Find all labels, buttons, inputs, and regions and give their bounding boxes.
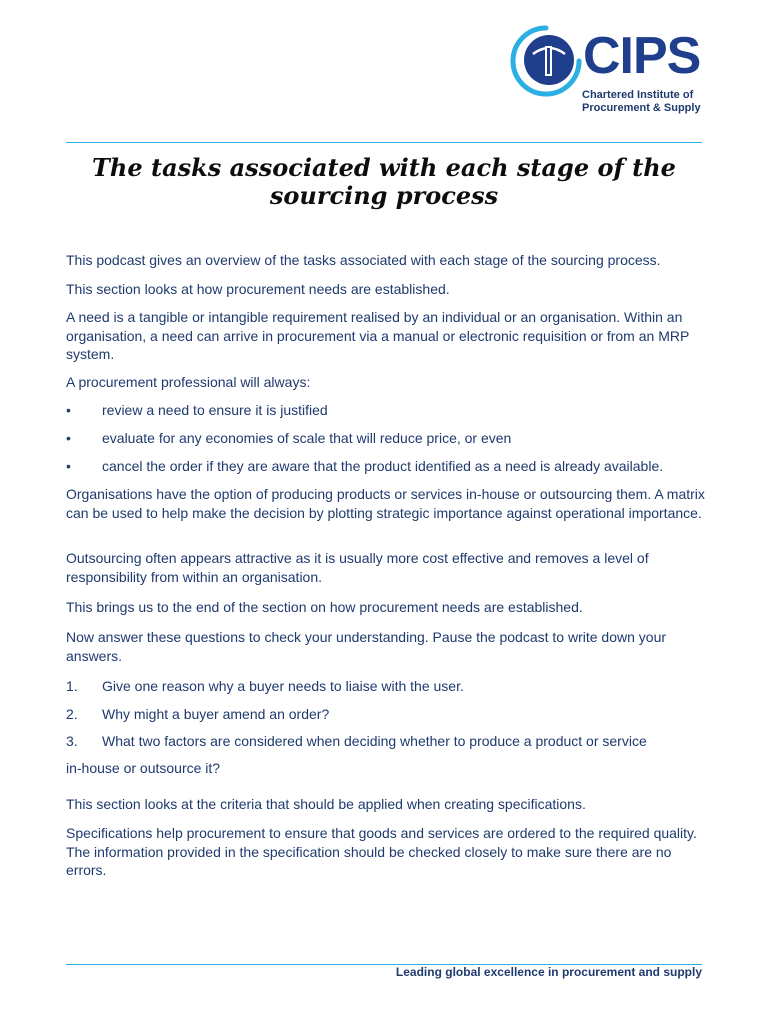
- question-text: Why might a buyer amend an order?: [102, 706, 330, 722]
- question-text: What two factors are considered when deciding whether to produce a product or service: [102, 733, 647, 749]
- logo-tagline-line-1: Chartered Institute of: [582, 89, 694, 101]
- question-3-continued: in-house or outsource it?: [66, 760, 221, 776]
- brand-name: CIPS: [583, 27, 701, 85]
- questions-intro-paragraph: Now answer these questions to check your understanding. Pause the podcast to write down your answers.: [66, 629, 667, 664]
- question-text: Give one reason why a buyer needs to liaise with the user.: [102, 678, 464, 694]
- specifications-paragraph: Specifications help procurement to ensure that goods and services are ordered to the required quality. The information provided in the specification should be checked closely to make sure there are no errors.: [66, 825, 697, 878]
- question-number: 2.: [66, 706, 78, 722]
- logo-tagline-line-2: Procurement & Supply: [582, 102, 701, 114]
- need-definition-paragraph: A need is a tangible or intangible requirement realised by an individual or an organisation. Within an organisation, a need can arrive in procurement via a manual or electronic requisition or from an MRP system.: [66, 309, 690, 362]
- intro-paragraph: This podcast gives an overview of the tasks associated with each stage of the sourcing process.: [66, 252, 661, 268]
- cips-emblem-icon: [509, 24, 583, 98]
- bullet-marker: •: [66, 430, 71, 446]
- section-1-heading: This section looks at how procurement needs are established.: [66, 281, 450, 297]
- options-paragraph: Organisations have the option of producing products or services in-house or outsourcing them. A matrix can be used to help make the decision by plotting strategic importance against operational importance.: [66, 486, 705, 521]
- professional-paragraph: A procurement professional will always:: [66, 374, 311, 390]
- question-number: 3.: [66, 733, 78, 749]
- outsourcing-paragraph: Outsourcing often appears attractive as it is usually more cost effective and removes a level of responsibility from within an organisation.: [66, 550, 649, 585]
- bullet-text: review a need to ensure it is justified: [102, 402, 328, 418]
- footer-slogan: Leading global excellence in procurement and supply: [395, 965, 702, 979]
- header-divider: [66, 142, 702, 143]
- logo-tagline: [582, 89, 701, 115]
- title-line-1: The tasks associated with each stage of the: [92, 153, 676, 182]
- title-line-2: sourcing process: [269, 181, 499, 210]
- cips-logo: [509, 24, 704, 120]
- question-number: 1.: [66, 678, 78, 694]
- bullet-text: cancel the order if they are aware that the product identified as a need is already available.: [102, 458, 664, 474]
- bullet-text: evaluate for any economies of scale that will reduce price, or even: [102, 430, 512, 446]
- bullet-marker: •: [66, 458, 71, 474]
- page-title: [66, 154, 702, 210]
- end-section-paragraph: This brings us to the end of the section on how procurement needs are established.: [66, 599, 583, 615]
- bullet-marker: •: [66, 402, 71, 418]
- section-2-heading: This section looks at the criteria that should be applied when creating specifications.: [66, 796, 586, 812]
